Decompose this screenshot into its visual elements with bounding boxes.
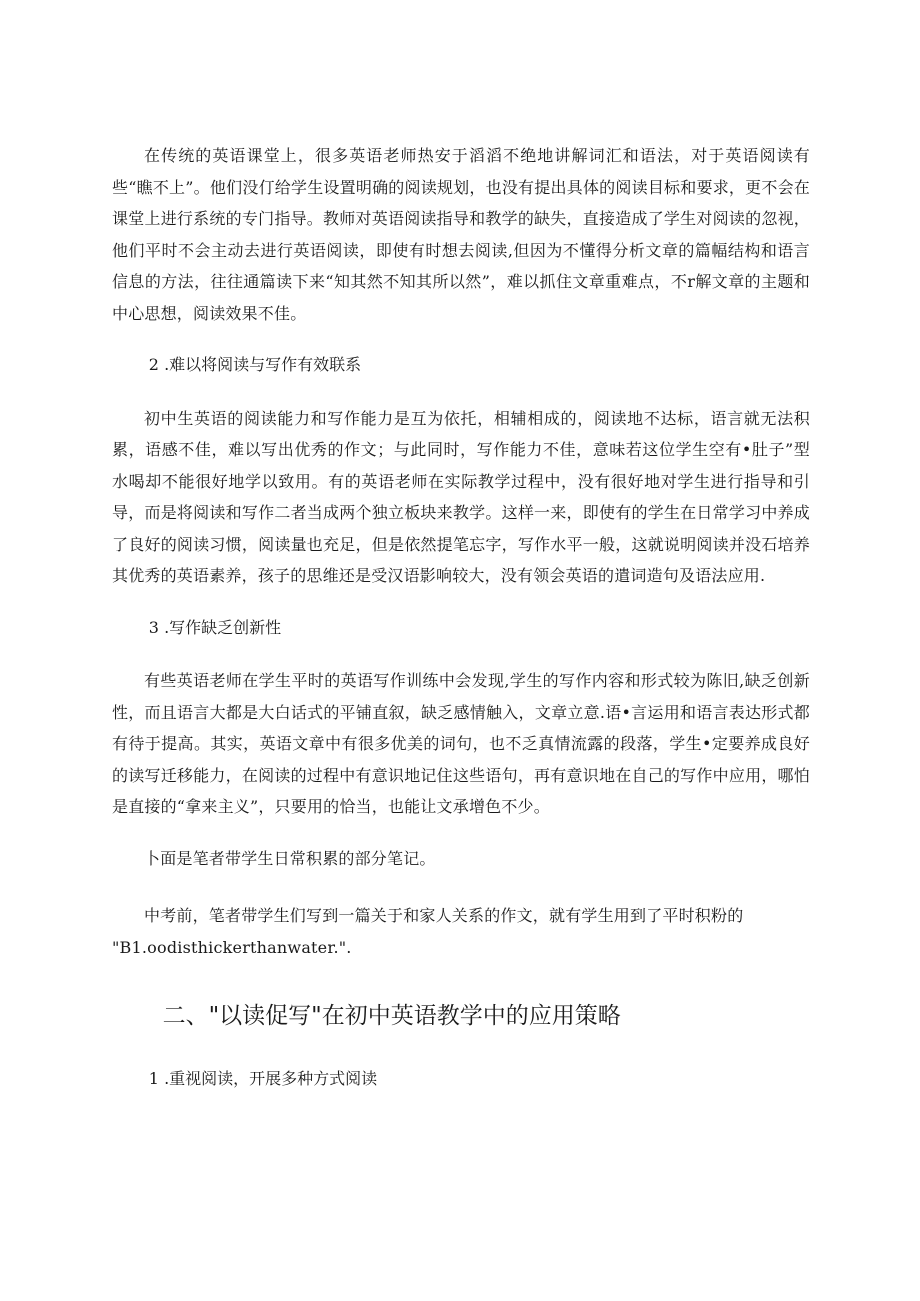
document-page (112, 140, 810, 1095)
section-title-strategies: 二、"以读促写"在初中英语教学中的应用策略 (162, 1003, 621, 1029)
paragraph-english-quote: "B1.oodisthickerthanwater.". (112, 937, 352, 957)
subheading-reading-writing-link: 2 .难以将阅读与写作有效联系 (148, 355, 362, 374)
paragraph-notes-intro: 卜面是笔者带学生日常积累的部分笔记。 (144, 848, 436, 868)
paragraph-writing-innovation: 有些英语老师在学生平时的英语写作训练中会发现,学生的写作内容和形式较为陈旧,缺乏创新性，而且语言大都是大白话式的平铺直叙，缺乏感情触入，文章立意.语•言运用和语言表达形式都有待于提高。其实，英语文章中有很多优美的词句，也不乏真情流露的段落，学生•定要养成良好的读写迁移能力，在阅读的过程中有意识地记住这些语句，再有意识地在自己的写作中应用，哪怕是直接的“拿来主义”，只要用的恰当，也能让文承增色不少。 (112, 671, 810, 816)
subheading-emphasize-reading: 1 .重视阅读，开展多种方式阅读 (148, 1069, 378, 1088)
subheading-lack-of-innovation: 3 .写作缺乏创新性 (148, 617, 282, 637)
paragraph-reading-writing-abilities: 初中生英语的阅读能力和写作能力是互为依托，相辅相成的，阅读地不达标，语言就无法积累，语感不佳，难以写出优秀的作文；与此同时，写作能力不佳，意味若这位学生空有•肚子”型水喝却不能很好地学以致用。有的英语老师在实际教学过程中，没有很好地对学生进行指导和引导，而是将阅读和写作二者当成两个独立板块来教学。这样一来，即使有的学生在日常学习中养成了良好的阅读习惯，阅读量也充足，但是依然提笔忘字，写作水平一般，这就说明阅读并没石培养其优秀的英语素养，孩子的思维还是受汉语影响较大，没有领会英语的遣词造句及语法应用. (112, 408, 810, 585)
paragraph-traditional-classroom: 在传统的英语课堂上，很多英语老师热安于滔滔不绝地讲解词汇和语法，对于英语阅读有些“瞧不上”。他们没仃给学生设置明确的阅读规划，也没有提出具体的阅读目标和要求，更不会在课堂上进行系统的专门指导。教师对英语阅读指导和教学的缺失，直接造成了学生对阅读的忽视，他们平时不会主动去进行英语阅读，即使有时想去阅读,但因为不懂得分析文章的篇幅结构和语言信息的方法，往往通篇读下来“知其然不知其所以然”，难以抓住文章重难点，不r解文章的主题和中心思想，阅读效果不佳。 (112, 146, 810, 323)
paragraph-exam-essay: 中考前，笔者带学生们写到一篇关于和家人关系的作文，就有学生用到了平时积粉的 (144, 906, 744, 925)
